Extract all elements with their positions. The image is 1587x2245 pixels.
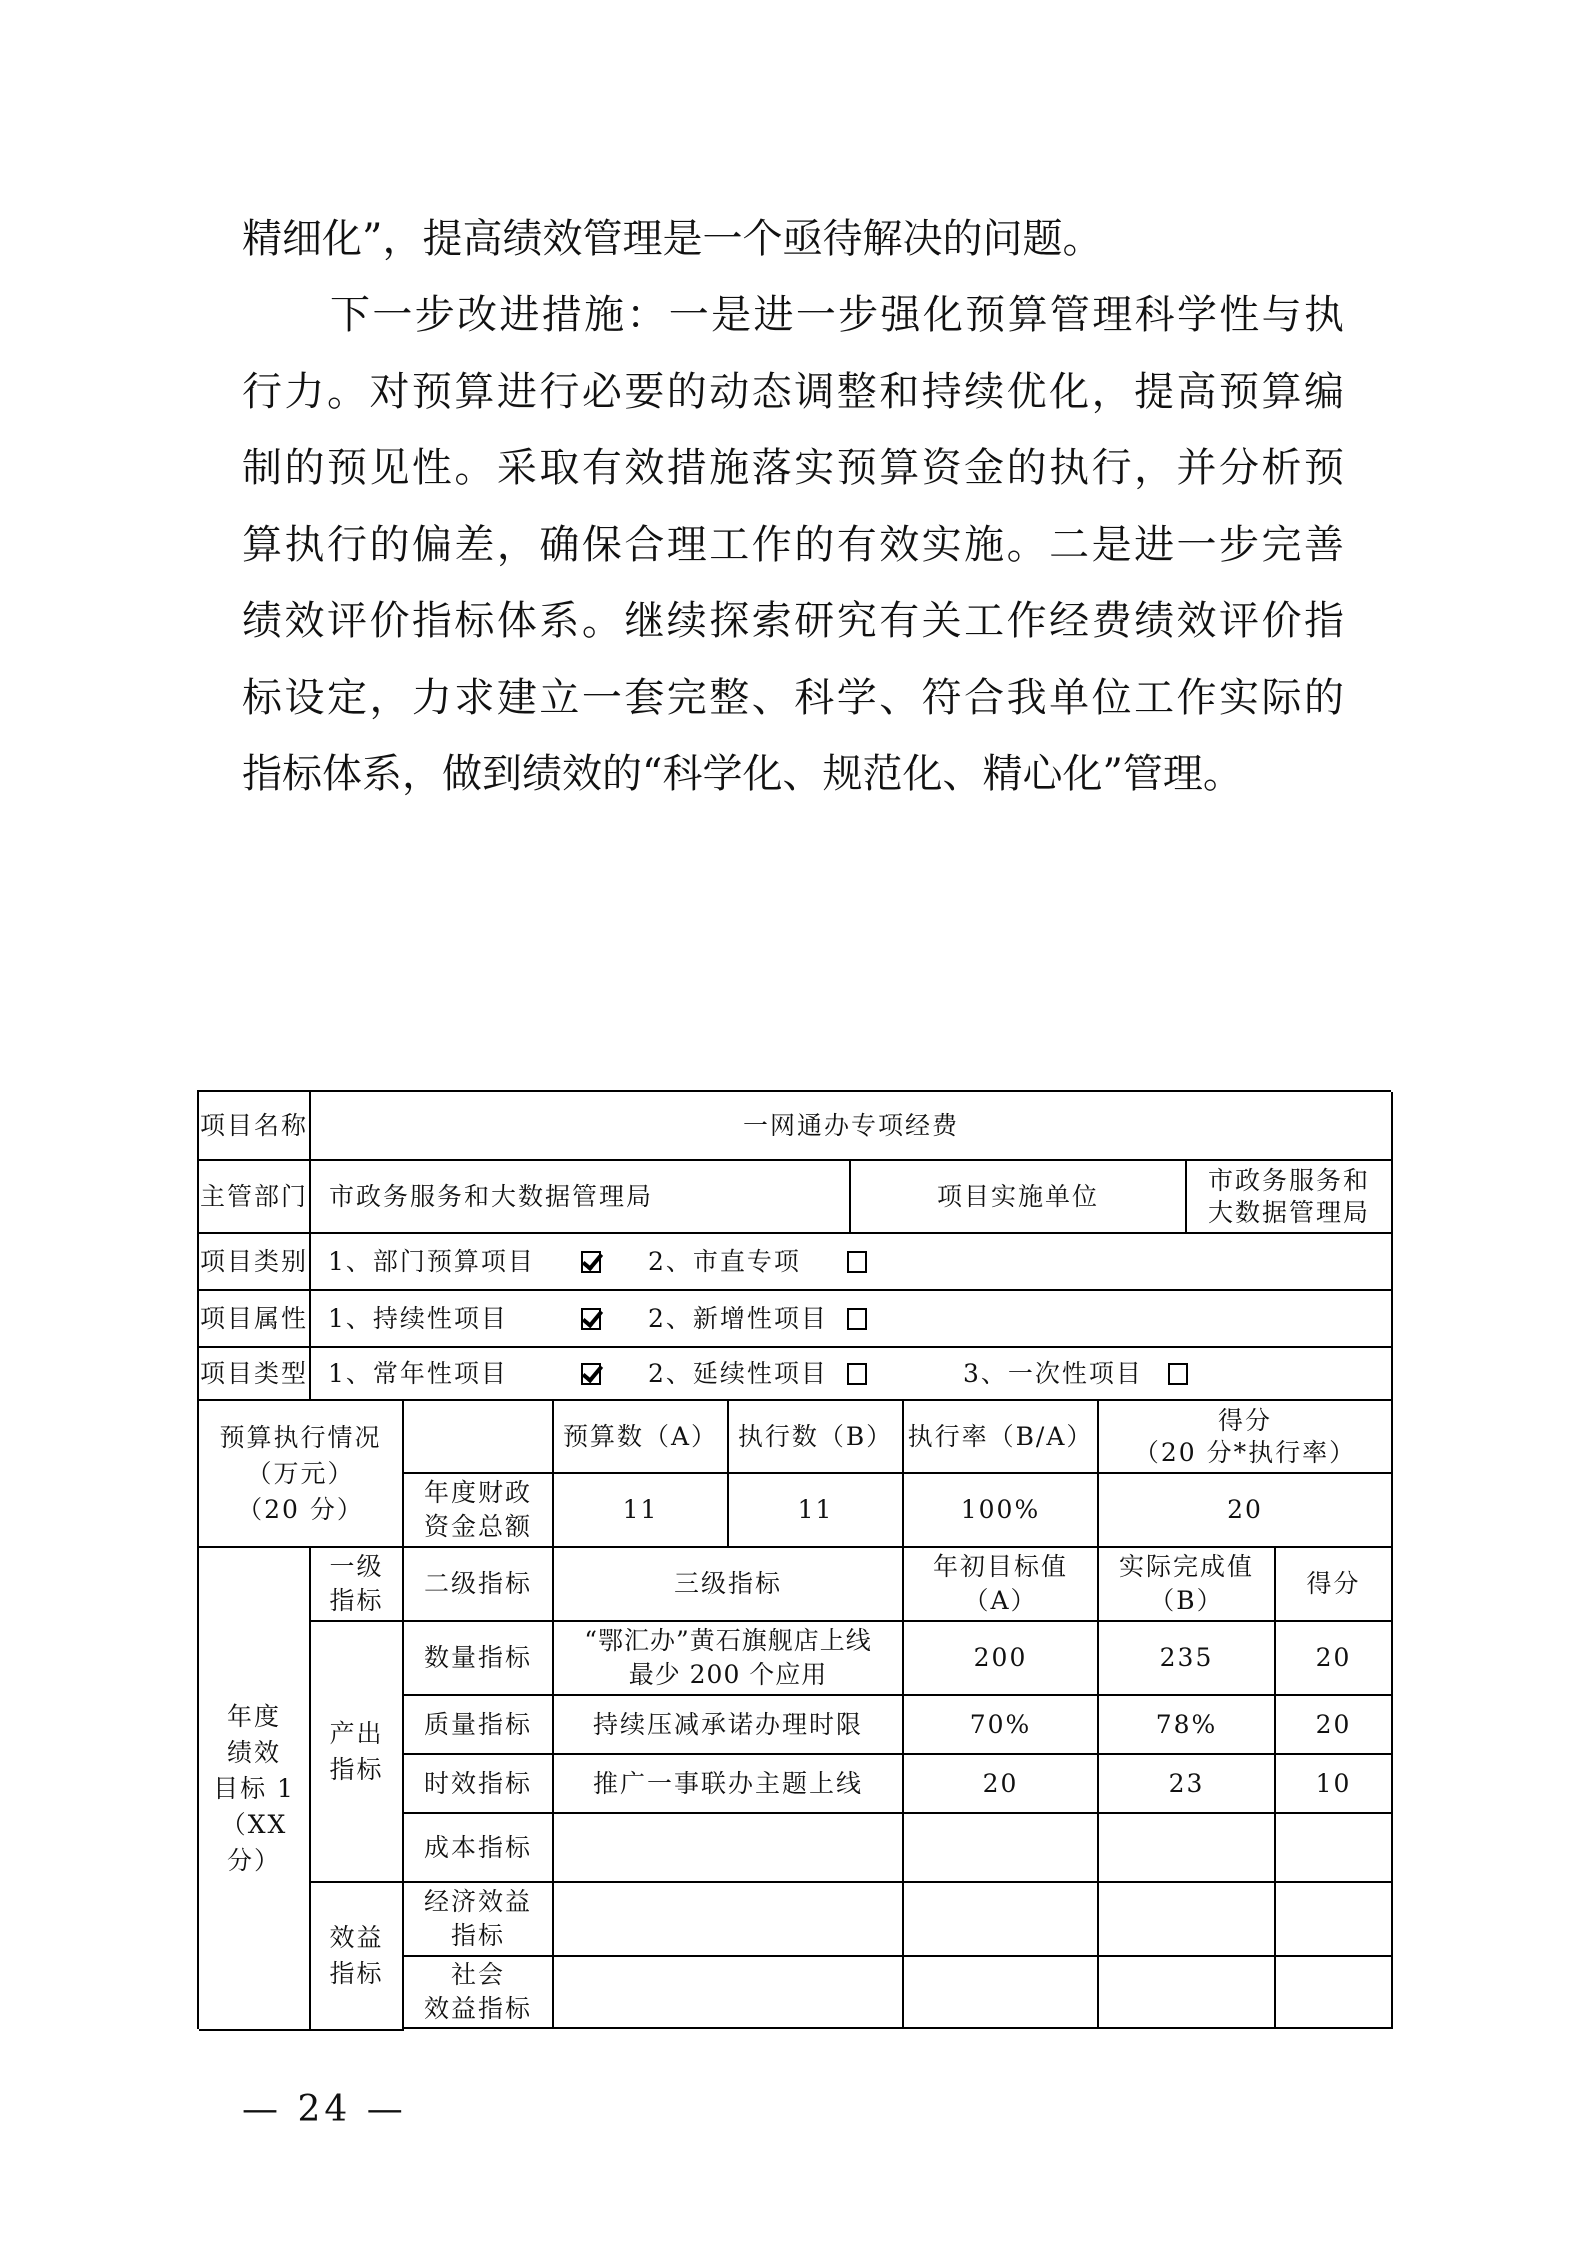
indicator-score	[1276, 1814, 1393, 1883]
checkbox-checked-icon[interactable]	[581, 1251, 601, 1273]
attribute-option-1-checkbox[interactable]	[581, 1291, 601, 1346]
type-option-3: 3、一次性项目	[963, 1358, 1143, 1388]
attribute-option-2-checkbox[interactable]	[847, 1291, 867, 1346]
indicator-level2: 数量指标	[404, 1622, 554, 1696]
budget-header-rate: 执行率（B/A）	[904, 1401, 1099, 1474]
header-actual: 实际完成值 （B）	[1099, 1548, 1276, 1622]
indicator-score	[1276, 1957, 1393, 2029]
dept-value: 市政务服务和大数据管理局	[311, 1161, 851, 1234]
execution-rate: 100%	[904, 1474, 1099, 1548]
indicator-level2: 成本指标	[404, 1814, 554, 1883]
project-name-label: 项目名称	[199, 1092, 311, 1161]
indicator-actual: 235	[1099, 1622, 1276, 1696]
indicator-target	[904, 1814, 1099, 1883]
indicator-score: 10	[1276, 1755, 1393, 1814]
dept-label: 主管部门	[199, 1161, 311, 1234]
attribute-label: 项目属性	[199, 1291, 311, 1348]
indicator-actual: 78%	[1099, 1696, 1276, 1755]
attribute-options	[311, 1291, 1393, 1348]
budget-value: 11	[554, 1474, 729, 1548]
header-level3: 三级指标	[554, 1548, 904, 1622]
header-score: 得分	[1276, 1548, 1393, 1622]
header-level1: 一级 指标	[311, 1548, 404, 1622]
checkbox-empty-icon[interactable]	[1168, 1363, 1188, 1385]
type-option-3-checkbox[interactable]	[1168, 1348, 1188, 1399]
paragraph-line: 标设定，力求建立一套完整、科学、符合我单位工作实际的	[242, 675, 1344, 721]
paragraph-line: 精细化”，提高绩效管理是一个亟待解决的问题。	[242, 216, 1103, 262]
indicator-score: 20	[1276, 1622, 1393, 1696]
annual-goal-label: 年度 绩效 目标 1 （XX 分）	[199, 1548, 311, 2031]
budget-section-label: 预算执行情况 （万元） （20 分）	[199, 1401, 404, 1548]
header-level2: 二级指标	[404, 1548, 554, 1622]
page-number: — 24 —	[242, 2089, 407, 2130]
attribute-option-1: 1、持续性项目	[328, 1303, 508, 1333]
indicator-target: 70%	[904, 1696, 1099, 1755]
indicator-level3: “鄂汇办”黄石旗舰店上线 最少 200 个应用	[554, 1622, 904, 1696]
budget-header-budget: 预算数（A）	[554, 1401, 729, 1474]
checkbox-checked-icon[interactable]	[581, 1308, 601, 1330]
project-name-value: 一网通办专项经费	[311, 1092, 1393, 1161]
indicator-actual: 23	[1099, 1755, 1276, 1814]
paragraph-line: 行力。对预算进行必要的动态调整和持续优化，提高预算编	[242, 369, 1344, 415]
budget-header-blank	[404, 1401, 554, 1474]
indicator-level2: 时效指标	[404, 1755, 554, 1814]
category-label: 项目类别	[199, 1234, 311, 1291]
impl-unit-value: 市政务服务和 大数据管理局	[1187, 1161, 1393, 1234]
paragraph-line: 算执行的偏差，确保合理工作的有效实施。二是进一步完善	[242, 522, 1344, 568]
paragraph-line: 制的预见性。采取有效措施落实预算资金的执行，并分析预	[242, 445, 1344, 491]
benefit-indicator-group: 效益 指标	[311, 1883, 404, 2031]
checkbox-empty-icon[interactable]	[847, 1308, 867, 1330]
indicator-target: 200	[904, 1622, 1099, 1696]
checkbox-checked-icon[interactable]	[581, 1363, 601, 1385]
category-options	[311, 1234, 1393, 1291]
indicator-actual	[1099, 1814, 1276, 1883]
indicator-actual	[1099, 1957, 1276, 2029]
paragraph-line: 下一步改进措施：一是进一步强化预算管理科学性与执	[330, 292, 1344, 338]
impl-unit-label: 项目实施单位	[851, 1161, 1187, 1234]
budget-score: 20	[1099, 1474, 1393, 1548]
type-label: 项目类型	[199, 1348, 311, 1401]
checkbox-empty-icon[interactable]	[847, 1251, 867, 1273]
indicator-score	[1276, 1883, 1393, 1957]
category-option-2: 2、市直专项	[648, 1246, 801, 1276]
executed-value: 11	[729, 1474, 904, 1548]
paragraph-line: 绩效评价指标体系。继续探索研究有关工作经费绩效评价指	[242, 598, 1344, 644]
indicator-target: 20	[904, 1755, 1099, 1814]
budget-header-executed: 执行数（B）	[729, 1401, 904, 1474]
attribute-option-2: 2、新增性项目	[648, 1303, 828, 1333]
indicator-target	[904, 1957, 1099, 2029]
indicator-level2: 经济效益 指标	[404, 1883, 554, 1957]
type-option-2-checkbox[interactable]	[847, 1348, 867, 1399]
type-options	[311, 1348, 1393, 1401]
performance-evaluation-table	[197, 1090, 1391, 2029]
budget-header-score: 得分 （20 分*执行率）	[1099, 1401, 1393, 1474]
category-option-1: 1、部门预算项目	[328, 1246, 535, 1276]
indicator-score: 20	[1276, 1696, 1393, 1755]
indicator-level3	[554, 1957, 904, 2029]
budget-row-label: 年度财政 资金总额	[404, 1474, 554, 1548]
indicator-level3	[554, 1814, 904, 1883]
paragraph-line: 指标体系，做到绩效的“科学化、规范化、精心化”管理。	[242, 751, 1243, 797]
checkbox-empty-icon[interactable]	[847, 1363, 867, 1385]
category-option-2-checkbox[interactable]	[847, 1234, 867, 1289]
indicator-level3	[554, 1883, 904, 1957]
output-indicator-group: 产出 指标	[311, 1622, 404, 1883]
header-target: 年初目标值 （A）	[904, 1548, 1099, 1622]
indicator-level3: 持续压减承诺办理时限	[554, 1696, 904, 1755]
indicator-level2: 社会 效益指标	[404, 1957, 554, 2029]
indicator-target	[904, 1883, 1099, 1957]
type-option-1-checkbox[interactable]	[581, 1348, 601, 1399]
indicator-level3: 推广一事联办主题上线	[554, 1755, 904, 1814]
category-option-1-checkbox[interactable]	[581, 1234, 601, 1289]
type-option-2: 2、延续性项目	[648, 1358, 828, 1388]
indicator-level2: 质量指标	[404, 1696, 554, 1755]
indicator-actual	[1099, 1883, 1276, 1957]
type-option-1: 1、常年性项目	[328, 1358, 508, 1388]
